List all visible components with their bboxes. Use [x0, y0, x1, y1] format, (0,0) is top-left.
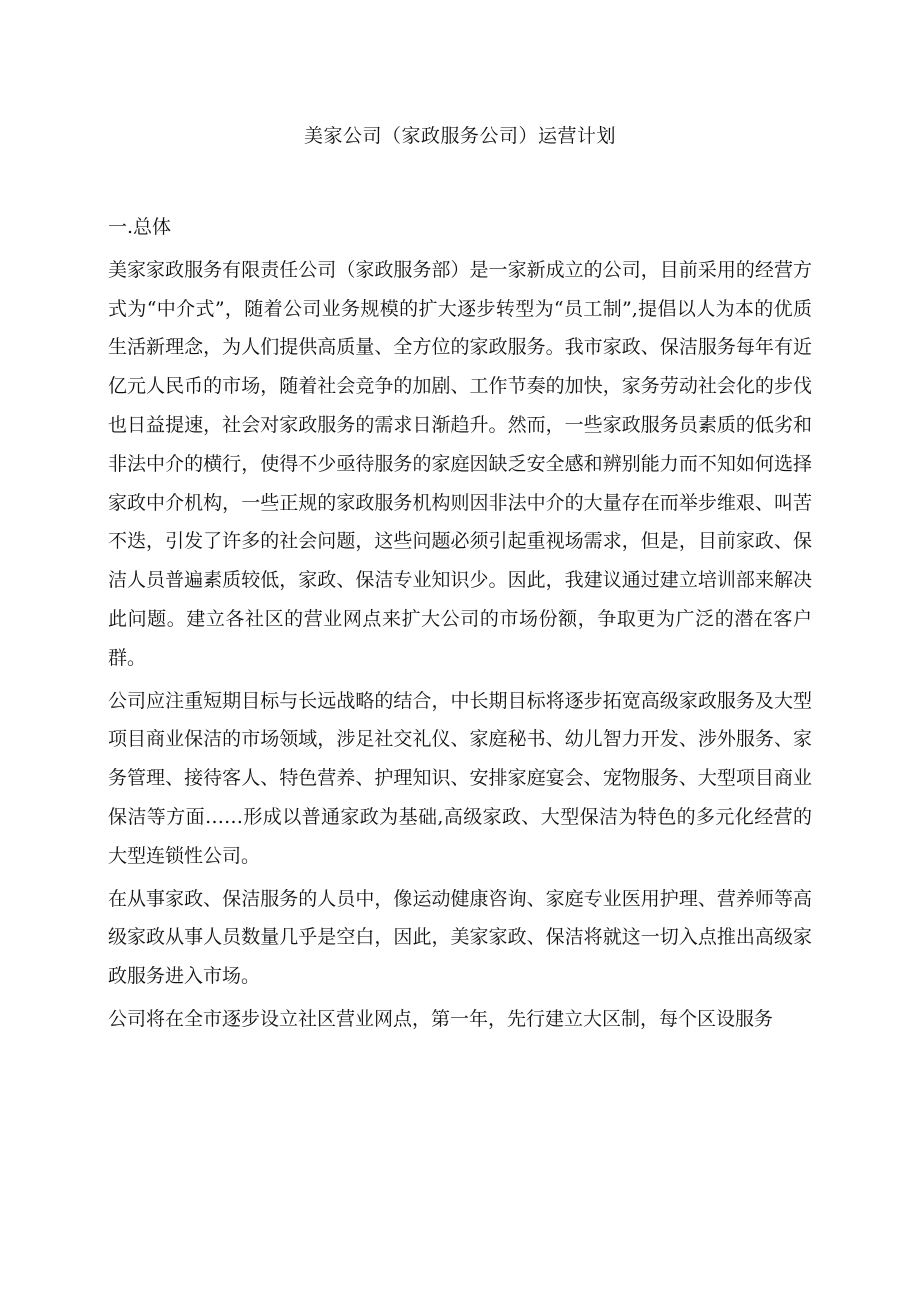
- paragraph-long-term-goals: 公司应注重短期目标与长远战略的结合，中长期目标将逐步拓宽高级家政服务及大型项目商业保洁的市场领域，涉足社交礼仪、家庭秘书、幼儿智力开发、涉外服务、家务管理、接待客人、特色营养、护理知识、安排家庭宴会、宠物服务、大型项目商业保洁等方面……形成以普通家政为基础,高级家政、大型保洁为特色的多元化经营的大型连锁性公司。: [108, 689, 812, 867]
- paragraph-high-end-services: 在从事家政、保洁服务的人员中，像运动健康咨询、家庭专业医用护理、营养师等高级家政从事人员数量几乎是空白，因此，美家家政、保洁将就这一切入点推出高级家政服务进入市场。: [108, 887, 812, 988]
- document-title: 美家公司（家政服务公司）运营计划: [303, 125, 616, 147]
- paragraph-service-network: 公司将在全市逐步设立社区营业网点，第一年，先行建立大区制，每个区设服务: [108, 1007, 774, 1030]
- document-body: [108, 208, 812, 1043]
- section-heading: 一.总体: [108, 216, 172, 238]
- paragraph-overview: 美家家政服务有限责任公司（家政服务部）是一家新成立的公司，目前采用的经营方式为“中介式”，随着公司业务规模的扩大逐步转型为“员工制”,提倡以人为本的优质生活新理念，为人们提供高质量、全方位的家政服务。我市家政、保洁服务每年有近亿元人民币的市场，随着社会竞争的加剧、工作节奏的加快，家务劳动社会化的步伐也日益提速，社会对家政服务的需求日渐趋升。然而，一些家政服务员素质的低劣和非法中介的横行，使得不少亟待服务的家庭因缺乏安全感和辨别能力而不知如何选择家政中介机构，一些正规的家政服务机构则因非法中介的大量存在而举步维艰、叫苦不迭，引发了许多的社会问题，这些问题必须引起重视场需求，但是，目前家政、保洁人员普遍素质较低，家政、保洁专业知识少。因此，我建议通过建立培训部来解决此问题。建立各社区的营业网点来扩大公司的市场份额，争取更为广泛的潜在客户群。: [108, 258, 812, 669]
